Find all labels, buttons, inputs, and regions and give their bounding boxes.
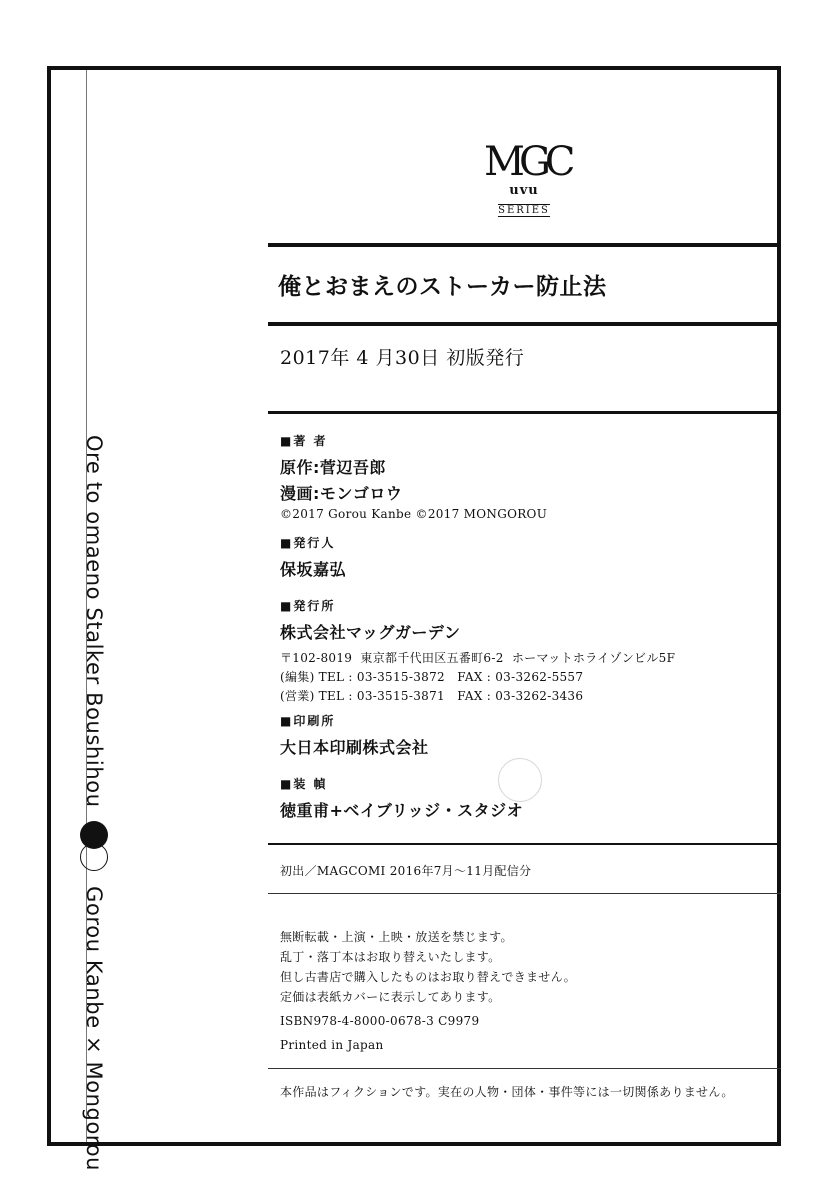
publisher-person-section — [280, 534, 346, 580]
rule-top — [268, 243, 781, 247]
printer-heading: ■印刷所 — [280, 714, 336, 728]
design-section — [280, 775, 523, 821]
fiction-notice: 本作品はフィクションです。実在の人物・団体・事件等には一切関係ありません。 — [280, 1085, 734, 1099]
rule-edition — [268, 411, 781, 414]
manga-author: 漫画:モンゴロウ — [280, 484, 403, 503]
notice-4: 定価は表紙カバーに表示してあります。 — [280, 990, 501, 1004]
notice-1: 無断転載・上演・上映・放送を禁じます。 — [280, 930, 513, 944]
logo-line1: uvu — [509, 183, 539, 198]
design-heading: ■装 幀 — [280, 777, 328, 791]
notices — [280, 928, 576, 1005]
mgc-series-logo — [484, 139, 570, 235]
publisher-name: 株式会社マッグガーデン — [280, 623, 461, 642]
author-heading: ■著 者 — [280, 434, 328, 448]
printer-section — [280, 712, 429, 758]
original-author: 原作:菅辺吾郎 — [280, 458, 386, 477]
publisher-section — [280, 597, 675, 704]
book-title: 俺とおまえのストーカー防止法 — [278, 274, 607, 300]
notice-3: 但し古書店で購入したものはお取り替えできません。 — [280, 970, 576, 984]
author-section — [280, 432, 547, 521]
spine-text — [78, 435, 108, 1171]
publisher-heading: ■発行所 — [280, 599, 336, 613]
rule-first-pub-top — [268, 843, 781, 845]
rule-title — [268, 322, 781, 326]
publisher-sales: (営業) TEL : 03-3515-3871 FAX : 03-3262-3436 — [280, 689, 584, 703]
design-name: 徳重甫+ベイブリッジ・スタジオ — [280, 801, 524, 820]
rule-bottom — [268, 1068, 781, 1069]
printed-in: Printed in Japan — [280, 1038, 384, 1052]
edition-date: 2017年 4 月30日 初版発行 — [280, 347, 525, 369]
first-published: 初出／MAGCOMI 2016年7月～11月配信分 — [280, 864, 532, 878]
spine-authors: Gorou Kanbe × Mongorou — [82, 886, 106, 1172]
isbn: ISBN978-4-8000-0678-3 C9979 — [280, 1014, 480, 1028]
notice-2: 乱丁・落丁本はお取り替えいたします。 — [280, 950, 501, 964]
rule-notices-top — [268, 893, 781, 894]
publisher-person-heading: ■発行人 — [280, 536, 336, 550]
spine-circles-icon — [78, 821, 108, 873]
logo-line2: SERIES — [498, 205, 550, 216]
printer-name: 大日本印刷株式会社 — [280, 738, 429, 757]
publisher-editorial: (編集) TEL : 03-3515-3872 FAX : 03-3262-5557 — [280, 670, 584, 684]
publisher-person-name: 保坂嘉弘 — [280, 560, 347, 579]
copyright-line: ©2017 Gorou Kanbe ©2017 MONGOROU — [280, 507, 548, 521]
logo-mark: MGC — [484, 139, 570, 185]
spine-title: Ore to omaeno Stalker Boushihou — [82, 435, 106, 808]
publisher-address: 〒102-8019 東京都千代田区五番町6-2 ホーマットホライゾンビル5F — [280, 651, 676, 665]
